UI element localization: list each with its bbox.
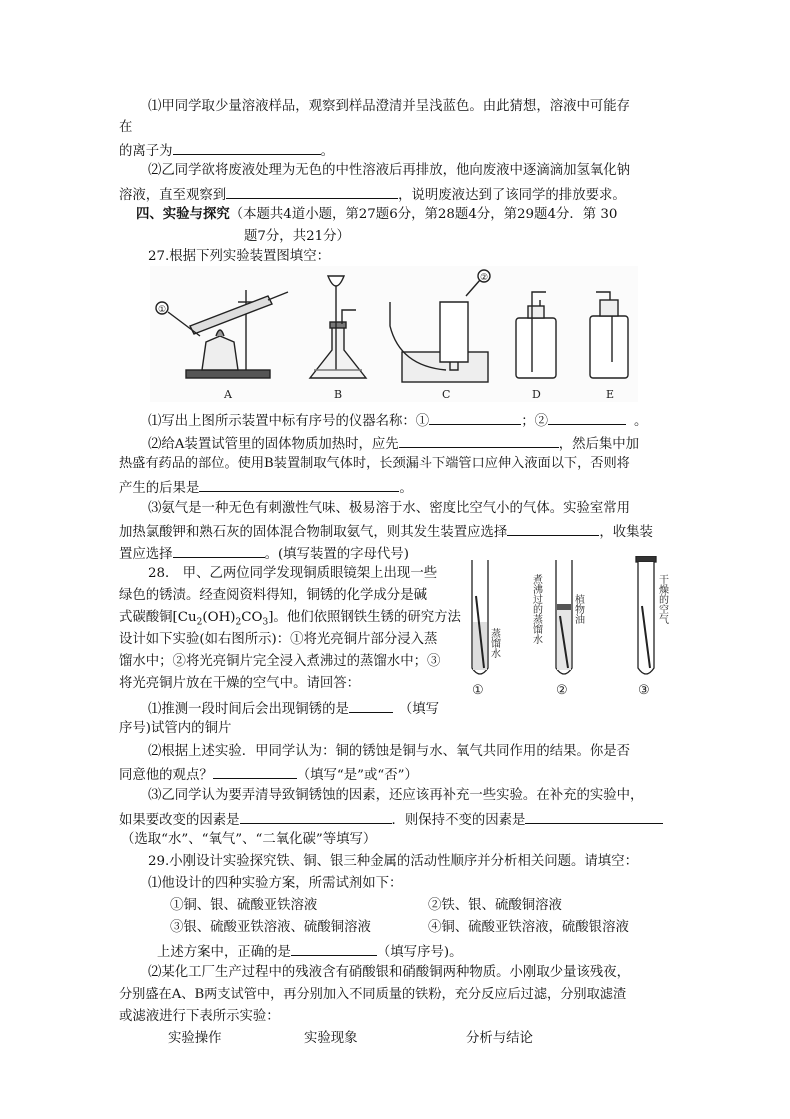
text: 的离子为: [119, 144, 173, 159]
q26-p2-line2: [119, 184, 626, 205]
text: ，收集装: [599, 525, 653, 540]
q26-p2-line1: ⑵乙同学欲将废液处理为无色的中性溶液后再排放，他向废液中逐滴滴加氢氧化钠: [148, 163, 631, 178]
q29-p2-line2: 分别盛在A、B两支试管中，再分别加入不同质量的铁粉，充分反应后过滤，分别取滤渣: [119, 987, 627, 1002]
label-a: A: [224, 388, 232, 401]
q29-option-4: ④铜、硫酸亚铁溶液，硫酸银溶液: [428, 920, 629, 935]
q28-test-tubes-figure: [464, 556, 678, 698]
answer-blank[interactable]: [226, 184, 398, 199]
q28-line2: 绿色的锈渍。经查阅资料得知，铜锈的化学成分是碱: [119, 588, 427, 603]
neck-d: [528, 306, 544, 318]
answer-blank[interactable]: [173, 543, 265, 558]
q29-stem: 29.小刚设计实验探究铁、铜、银三种金属的活动性顺序并分析相关问题。请填空：: [148, 854, 638, 869]
q26-p1-line1: ⑴甲同学取少量溶液样品，观察到样品澄清并呈浅蓝色。由此猜想，溶液中可能存: [148, 99, 631, 114]
q28-line6: 将光亮铜片放在干燥的空气中。请回答：: [119, 676, 361, 691]
subscript: 3: [262, 617, 269, 628]
table-header-phenomenon: 实验现象: [304, 1031, 358, 1046]
answer-blank[interactable]: [173, 140, 321, 155]
text: ⑴推测一段时间后会出现铜锈的是: [148, 702, 349, 717]
q29-option-3: ③银、硫酸亚铁溶液、硫酸铜溶液: [170, 920, 371, 935]
q27-p3-line3: [119, 543, 409, 564]
q27-stem: 27.根据下列实验装置图填空：: [148, 249, 330, 264]
q27-apparatus-figure: [150, 266, 638, 402]
label-dry-air: 干燥的空气: [656, 574, 668, 624]
answer-blank[interactable]: [291, 941, 377, 956]
neck-e: [600, 300, 618, 316]
q28-p2-line1: ⑵根据上述实验．甲同学认为：铜的锈蚀是铜与水、氧气共同作用的结果。你是否: [148, 744, 631, 759]
label-water: 蒸馏水: [488, 628, 500, 658]
q29-option-2: ②铁、银、硫酸铜溶液: [428, 898, 562, 913]
stand-base: [186, 370, 270, 378]
q27-p2-line2: 热盛有药品的部位。使用B装置制取气体时，长颈漏斗下端管口应伸入液面以下，否则将: [119, 456, 630, 471]
text: 。(填写装置的字母代号): [264, 547, 409, 562]
gas-bottle: [440, 302, 468, 362]
answer-blank[interactable]: [548, 410, 626, 425]
stopper-3: [636, 556, 656, 562]
q26-p1-line3: [119, 140, 334, 161]
text: ；②: [521, 414, 548, 429]
q29-option-1: ①铜、银、硫酸亚铁溶液: [170, 898, 318, 913]
q27-p3-line1: ⑶氨气是一种无色有刺激性气味、极易溶于水、密度比空气小的气体。实验室常用: [148, 501, 631, 516]
apparatus-svg: [150, 266, 638, 402]
q28-p1-line2: 序号)试管内的铜片: [119, 721, 232, 736]
text: 置应选择: [119, 547, 173, 562]
label-boiled: 煮沸过的蒸馏水: [530, 574, 542, 644]
q27-p2-line3: [119, 477, 413, 498]
text: 如果要改变的因素是: [119, 813, 240, 828]
text: ，然后集中加: [558, 437, 640, 452]
text: 加热氯酸钾和熟石灰的固体混合物制取氨气，则其发生装置应选择: [119, 525, 508, 540]
section-heading-line: [136, 206, 617, 224]
q28-line1: 28． 甲、乙两位同学发现铜质眼镜架上出现一些: [148, 566, 438, 581]
text: 。: [399, 481, 413, 496]
q28-line5: 馏水中；②将光亮铜片完全浸入煮沸过的蒸馏水中；③: [119, 654, 441, 669]
text: 同意他的观点？: [119, 768, 213, 783]
answer-blank[interactable]: [525, 809, 663, 824]
alcohol-lamp: [202, 336, 238, 370]
text: 溶液，直至观察到: [119, 188, 227, 203]
q29-p2-line3: 或滤液进行下表所示实验：: [119, 1009, 280, 1024]
answer-blank[interactable]: [399, 433, 559, 448]
text: ⑴写出上图所示装置中标有序号的仪器名称：①: [148, 414, 430, 429]
stopper: [330, 322, 346, 328]
oil-layer: [557, 604, 571, 610]
section-desc-line2: 题7分，共21分）: [244, 229, 350, 244]
label-c: C: [442, 388, 451, 401]
answer-blank[interactable]: [507, 521, 599, 536]
table-header-operation: 实验操作: [168, 1031, 222, 1046]
mark-1: ①: [158, 305, 167, 315]
q27-p1: [148, 410, 647, 431]
text: （填写: [398, 702, 440, 717]
text: 上述方案中，正确的是: [157, 945, 291, 960]
answer-blank[interactable]: [429, 410, 521, 425]
q28-line3: [119, 609, 461, 632]
q26-p1-line2: 在: [119, 120, 133, 135]
q28-p3-line1: ⑶乙同学认为要弄清导致铜锈蚀的因素，还应该再补充一些实验。在补充的实验中，: [148, 788, 644, 803]
bottle-e: [590, 316, 628, 378]
label-oil: 植物油: [572, 594, 584, 624]
q27-p2-line1: [148, 433, 639, 454]
q29-answer-line: [157, 941, 462, 962]
q27-p3-line2: [119, 521, 653, 542]
text: ．则保持不变的因素是: [391, 813, 526, 828]
text: CO: [241, 610, 263, 625]
test-tubes-svg: [464, 556, 678, 698]
answer-blank[interactable]: [349, 698, 393, 713]
section-desc: （本题共4道小题，第27题6分，第28题4分，第29题4分．第 30: [229, 207, 618, 222]
label-d: D: [532, 388, 541, 401]
mark-2: ②: [480, 273, 489, 283]
answer-blank[interactable]: [240, 809, 392, 824]
answer-blank[interactable]: [199, 477, 399, 492]
subscript: 2: [196, 617, 203, 628]
tube-2: [556, 560, 572, 674]
label-b: B: [334, 388, 343, 401]
q28-p2-line2: [119, 764, 418, 785]
text: 。: [320, 144, 334, 159]
text: 产生的后果是: [119, 481, 200, 496]
tube-1: [472, 560, 488, 674]
text: ]。他们依照钢铁生锈的研究方法: [268, 610, 461, 625]
q28-p3-line2: [119, 809, 663, 830]
section-title: 四、实验与探究: [136, 207, 230, 222]
subscript: 2: [235, 617, 242, 628]
q29-p1: ⑴他设计的四种实验方案，所需试剂如下：: [148, 876, 403, 891]
text: 式碳酸铜[Cu: [119, 610, 197, 625]
answer-blank[interactable]: [213, 764, 297, 779]
text: ，说明废液达到了该同学的排放要求。: [398, 188, 626, 203]
tube-num-1: ①: [472, 683, 484, 698]
text: ⑵给A装置试管里的固体物质加热时，应先: [148, 437, 399, 452]
q28-p3-line3: （选取“水”、“氧气”、“二氧化碳”等填写）: [121, 832, 377, 847]
q29-p2-line1: ⑵某化工厂生产过程中的残液含有硝酸银和硝酸铜两种物质。小刚取少量该残夜，: [148, 965, 631, 980]
label-e: E: [606, 388, 615, 401]
tube-3: [636, 556, 656, 674]
text: 。: [633, 414, 648, 429]
bottle-d: [516, 318, 556, 378]
q28-line4: 设计如下实验(如右图所示)：①将光亮铜片部分浸入蒸: [119, 632, 438, 647]
text: （填写“是”或“否”）: [296, 768, 418, 783]
tube-num-2: ②: [556, 683, 568, 698]
text: （填写序号)。: [376, 945, 463, 960]
q28-p1: [148, 698, 439, 719]
text: (OH): [202, 610, 236, 625]
table-header-analysis: 分析与结论: [466, 1031, 533, 1046]
tube-num-3: ③: [638, 683, 650, 698]
